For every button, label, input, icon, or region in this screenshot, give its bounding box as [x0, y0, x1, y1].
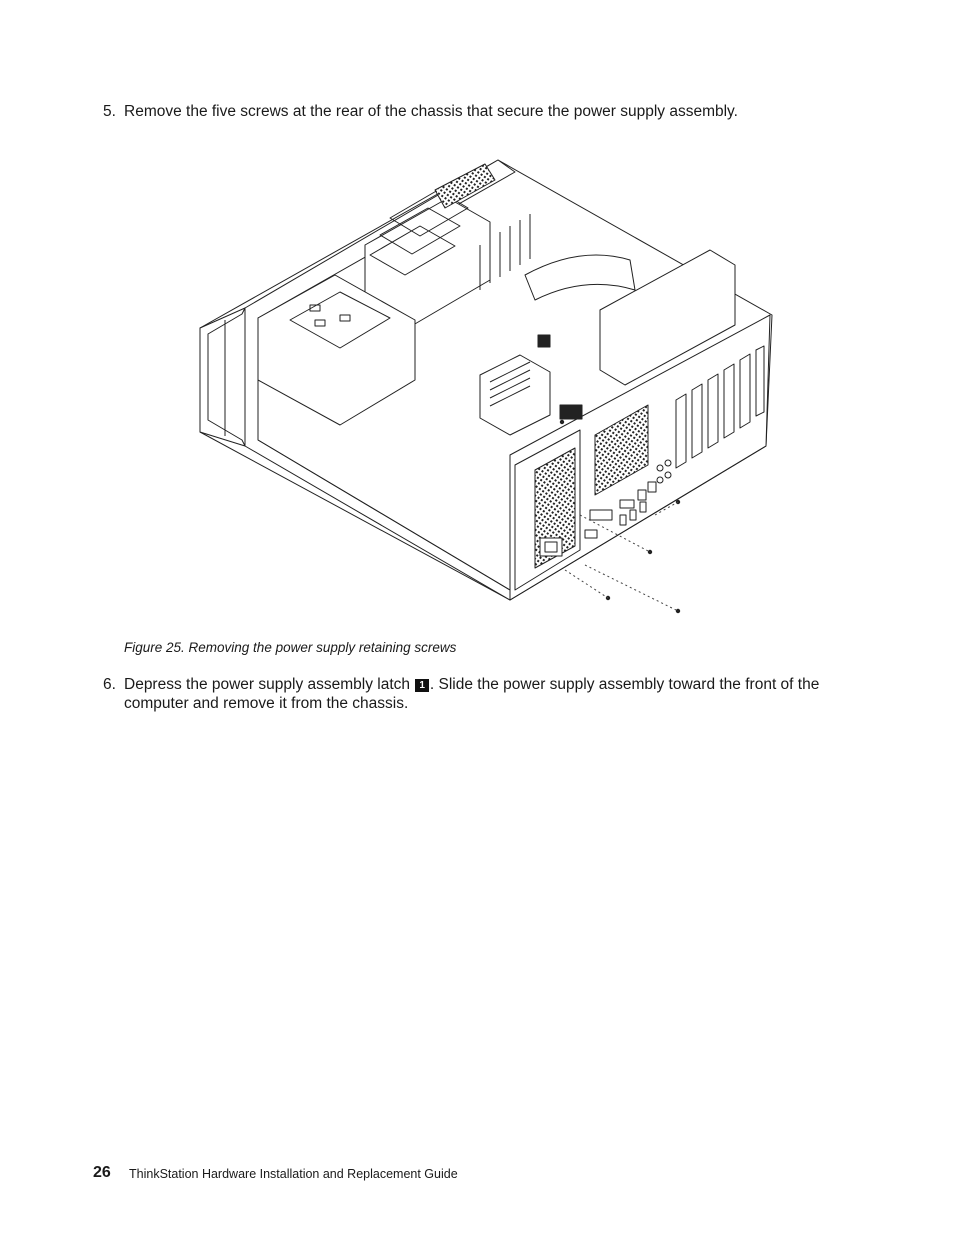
callout-badge: 1 — [415, 679, 429, 692]
footer-title: ThinkStation Hardware Installation and Replacement Guide — [129, 1167, 458, 1181]
step-number: 6. — [103, 676, 116, 693]
step-text — [124, 675, 824, 713]
step-text-part: . Slide the power supply assembly toward the front of the computer and remove it from the chassis. — [124, 676, 820, 712]
computer-chassis-illustration — [190, 150, 790, 620]
step-text-part: Depress the power supply assembly latch — [124, 676, 411, 693]
figure-caption: Figure 25. Removing the power supply retaining screws — [124, 640, 457, 655]
page-number: 26 — [93, 1164, 111, 1181]
step-number: 5. — [103, 103, 116, 120]
step-text: Remove the five screws at the rear of the chassis that secure the power supply assembly. — [124, 103, 738, 120]
